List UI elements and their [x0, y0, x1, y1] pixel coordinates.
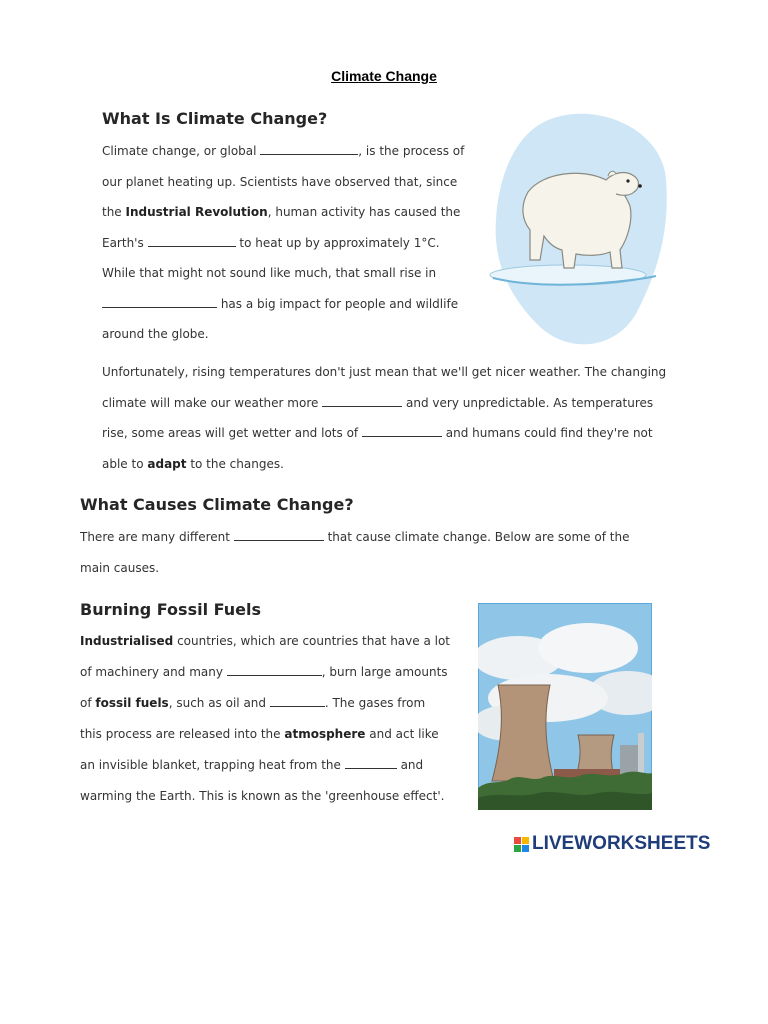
fill-in-blank[interactable]	[260, 143, 358, 155]
liveworksheets-logo[interactable]	[514, 832, 710, 856]
heading-fossil-fuels: Burning Fossil Fuels	[80, 600, 262, 619]
heading-what-is: What Is Climate Change?	[102, 109, 328, 128]
text-run: countries, which are countries that have a lot	[173, 634, 451, 648]
fill-in-blank[interactable]	[270, 695, 325, 707]
text-run: to heat up by approximately 1°C.	[235, 235, 440, 250]
text-run: the	[102, 205, 126, 219]
text-run: our planet heating up. Scientists have observed that, since	[102, 174, 458, 189]
polar-bear-image	[488, 110, 670, 350]
bold-term: fossil fuels	[95, 696, 169, 710]
text-line	[102, 425, 653, 441]
bold-term: adapt	[147, 456, 187, 471]
text-run: of	[80, 696, 96, 710]
power-plant-image	[478, 603, 652, 810]
bold-term: Industrialised	[80, 634, 174, 648]
text-run: Unfortunately, rising temperatures don't just mean that we'll get nicer weather. The changing	[102, 365, 667, 379]
text-line	[102, 265, 436, 281]
fill-in-blank[interactable]	[227, 664, 322, 676]
text-run: has a big impact for people and wildlife	[217, 296, 459, 311]
document-title: Climate Change	[331, 68, 437, 84]
text-run: and	[396, 758, 424, 772]
text-run: main causes.	[80, 561, 160, 575]
text-run: While that might not sound like much, that small rise in	[102, 266, 437, 280]
text-line	[80, 757, 423, 773]
text-line	[102, 395, 653, 411]
text-run: , such as oil and	[168, 696, 270, 710]
text-run: to the changes.	[186, 456, 284, 471]
text-line	[80, 726, 439, 742]
text-run: that cause climate change. Below are some of the	[323, 530, 630, 544]
text-line	[102, 456, 284, 472]
text-run: Earth's	[102, 235, 148, 250]
text-run: warming the Earth. This is known as the 'greenhouse effect'.	[80, 789, 445, 803]
fill-in-blank[interactable]	[234, 529, 324, 541]
text-line	[102, 143, 464, 159]
text-line	[80, 664, 448, 680]
text-run: climate will make our weather more	[102, 395, 323, 410]
text-line	[102, 235, 440, 251]
text-run: , burn large amounts	[321, 665, 448, 679]
text-run: and very unpredictable. As temperatures	[402, 395, 654, 410]
fill-in-blank[interactable]	[102, 296, 217, 308]
text-run: around the globe.	[102, 327, 209, 341]
bold-term: Industrial Revolution	[125, 205, 268, 219]
text-run: this process are released into the	[80, 727, 285, 741]
fill-in-blank[interactable]	[322, 395, 402, 407]
fill-in-blank[interactable]	[148, 235, 236, 247]
text-run: Climate change, or global	[102, 144, 261, 158]
text-line	[80, 788, 444, 804]
text-run: able to	[102, 456, 148, 471]
text-run: There are many different	[80, 530, 234, 544]
text-run: , human activity has caused the	[267, 205, 461, 219]
text-line	[102, 174, 457, 190]
text-line	[102, 364, 666, 380]
text-line	[102, 326, 209, 342]
text-line	[80, 560, 159, 576]
fill-in-blank[interactable]	[362, 425, 442, 437]
text-run: and humans could find they're not	[441, 426, 653, 440]
heading-causes: What Causes Climate Change?	[80, 495, 354, 514]
fill-in-blank[interactable]	[345, 757, 397, 769]
text-run: an invisible blanket, trapping heat from the	[80, 758, 345, 772]
text-line	[102, 204, 460, 220]
bold-term: atmosphere	[284, 727, 366, 741]
logo-text: LIVEWORKSHEETS	[532, 833, 711, 854]
text-line	[102, 296, 458, 312]
text-run: . The gases from	[324, 696, 426, 710]
text-line	[80, 633, 450, 649]
text-line	[80, 529, 629, 545]
text-line	[80, 695, 425, 711]
text-run: , is the process of	[358, 144, 465, 158]
text-run: rise, some areas will get wetter and lots of	[102, 426, 362, 440]
text-run: of machinery and many	[80, 665, 227, 679]
logo-squares-icon	[514, 837, 529, 852]
text-run: and act like	[365, 727, 439, 741]
